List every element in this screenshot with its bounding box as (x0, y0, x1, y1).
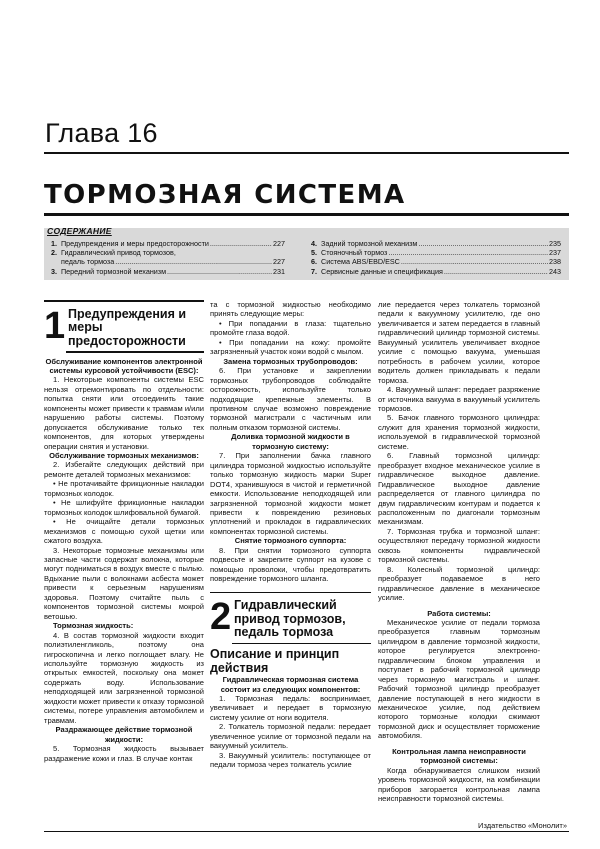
table-of-contents (44, 228, 569, 280)
bullet-item: • Не очищайте детали тормозных механизмов с помощью сухой щетки или сжатого воздуха. (44, 517, 204, 546)
paragraph: 2. Толкатель тормозной педали: передает увеличенное усилие от тормозной педали на вакуумный усилитель. (210, 722, 371, 751)
text-column-1 (44, 300, 204, 763)
page-title: ТОРМОЗНАЯ СИСТЕМА (44, 180, 406, 210)
chapter-heading: Глава 16 (45, 118, 158, 148)
paragraph: 5. Бачок главного тормозного цилиндра: служит для хранения тормозной жидкости, используемой в гидравлической тормозной системе. (378, 413, 540, 451)
bullet-item: • При попадании на кожу: промойте загрязненный участок кожи водой с мылом. (210, 337, 371, 357)
subheading: Работа системы: (427, 608, 491, 618)
paragraph: 6. При установке и закреплении тормозных трубопроводов соблюдайте осторожность, используйте только подходящие крепежные элементы. В противном случае возможно повреждение тормозной магистрали с частичным или полным отказом тормозной системы. (210, 366, 371, 432)
toc-entry[interactable]: 2. Гидравлический привод тормозов, (51, 248, 176, 258)
paragraph: Когда обнаруживается слишком низкий уровень тормозной жидкости, на комбинации приборов загорается контрольная лампа неисправности тормозной системы. (378, 765, 540, 804)
paragraph: 7. Тормозная трубка и тормозной шланг: осуществляют передачу тормозной жидкости сквозь компоненты гидравлической тормозной системы. (378, 526, 540, 565)
paragraph: 4. Вакуумный шланг: передает разряжение от источника вакуума в вакуумный усилитель тормозов. (378, 385, 540, 413)
subheading: Контрольная лампа неисправности тормозной системы: (392, 746, 526, 766)
subheading: Обслуживание компонентов электронной системы курсовой устойчивости (ESC): (45, 356, 203, 375)
bullet-item: • При попадании в глаза: тщательно промойте глаза водой. (210, 318, 371, 338)
title-rule (44, 213, 569, 216)
toc-entry[interactable]: 5. Стояночный тормоз ..... 237 (311, 248, 561, 257)
subheading: Гидравлическая тормозная система состоит из следующих компонентов: (220, 675, 361, 694)
toc-right-column (311, 239, 561, 276)
footer-rule (44, 831, 569, 832)
paragraph: 3. Вакуумный усилитель: поступающее от педали тормоза через толкатель усилие (210, 750, 371, 770)
subheading: Замена тормозных трубопроводов: (223, 356, 358, 366)
paragraph: 3. Некоторые тормозные механизмы или запасные части содержат волокна, которые могут подниматься в воздух вместе с пылью. Вдыхание пыли с волокнами асбеста может привести к серьезным нарушениям здоровья. Поэтому считайте пыль с компонентов тормозной системы мокрой ветошью. (44, 545, 204, 621)
paragraph: 2. Избегайте следующих действий при ремонте деталей тормозных механизмов: (44, 460, 204, 479)
toc-label: СОДЕРЖАНИЕ (47, 226, 112, 236)
subheading: Снятие тормозного суппорта: (234, 536, 347, 546)
paragraph: 8. Колесный тормозной цилиндр: преобразует подаваемое в него гидравлическое давление в механическое усилие. (378, 564, 540, 603)
section-title: Предупреждения и меры предосторожности (68, 306, 187, 348)
toc-entry[interactable]: 1. Предупреждения и меры предосторожности ..... 227 (51, 239, 285, 248)
paragraph: 1. Некоторые компоненты системы ESC нельзя отремонтировать по отдельности: попытка сняти или отсоединить такие компоненты может привести к травмам и/или нарушению работы системы. Поэтому допускается обслуживание только тех компонентов, для которых утверждены операции снятия и установки. (44, 375, 204, 451)
subsection-title: Описание и принцип действия (210, 647, 340, 675)
section-2-header (210, 596, 371, 644)
toc-entry[interactable]: 3. Передний тормозной механизм ..... 231 (51, 267, 285, 276)
toc-entry[interactable]: 7. Сервисные данные и спецификация ..... 243 (311, 267, 561, 276)
paragraph: 1. Тормозная педаль: воспринимает, увеличивает и передает в тормозную систему усилие от ноги водителя. (210, 694, 371, 722)
paragraph: 4. В состав тормозной жидкости входит полиэтиленгликоль, поэтому она гигроскопична и легко поглощает влагу. Не используйте тормозную жидкость из открытых емкостей, поскольку она может содержать воду. Использование неподходящей или загрязненной тормозной жидкости может привести к отказу тормозной системы, потере управления автомобилем и травмам. (44, 630, 204, 725)
paragraph: 6. Главный тормозной цилиндр: преобразует входное механическое усилие в гидравлическое выходное давление. Гидравлическое выходное давление распределяется от главного цилиндра по двум гидравлическим контурам и подается к расположенным по диагонали тормозным механизмам. (378, 451, 540, 527)
toc-entry[interactable]: педаль тормоза ..... 227 (51, 257, 285, 266)
bullet-item: • Не протачивайте фрикционные накладки тормозных колодок. (44, 479, 204, 498)
section-title: Гидравлический привод тормозов, педаль тормоза (234, 598, 346, 640)
paragraph: Механическое усилие от педали тормоза преобразуется главным тормозным цилиндром в давление тормозной жидкости, которое регулируется электронно-гидравлическим блоком управления и поступает в рабочий тормозной цилиндр через тормозную магистраль и шланг. Рабочий тормозной цилиндр преобразует давление поступающей в него жидкости в механическое усилие, под действием которого тормозные колодки сжимают тормозной диск и осуществляет торможение автомобиля. (378, 617, 540, 741)
subheading: Доливка тормозной жидкости в тормозную систему: (231, 432, 350, 451)
toc-entry[interactable]: 6. Система ABS/EBD/ESC ..... 238 (311, 257, 561, 266)
paragraph: та с тормозной жидкостью необходимо принять следующие меры: (210, 300, 371, 319)
section-number: 1 (44, 304, 66, 347)
paragraph: лие передается через толкатель тормозной педали к вакуумному усилителю, где оно увеличивается и затем передается в главный гидравлический цилиндр тормозной системы. Вакуумный усилитель увеличивает входное усилие с помощью вакуума, уменьшая потребность в рабочем усилии, которое водитель должен прикладывать к педали тормоза. (378, 300, 540, 385)
text-column-3 (378, 300, 540, 804)
section-rule (66, 351, 204, 353)
paragraph: 8. При снятии тормозного суппорта подвесьте и закрепите суппорт на кузове с помощью проволоки, чтобы предотвратить повреждение тормозного шланга. (210, 545, 371, 584)
toc-entry[interactable]: 4. Задний тормозной механизм ..... 235 (311, 239, 561, 248)
subheading: Раздражающее действие тормозной жидкости: (55, 725, 193, 744)
chapter-rule (44, 152, 569, 154)
subheading: Тормозная жидкость: (53, 621, 134, 631)
section-1-header (44, 305, 204, 353)
bullet-item: • Не шлифуйте фрикционные накладки тормозных колодок шлифовальной бумагой. (44, 498, 204, 517)
section-number: 2 (210, 596, 232, 639)
text-column-2 (210, 300, 371, 770)
paragraph: 5. Тормозная жидкость вызывает раздражение кожи и глаз. В случае контак (44, 744, 204, 763)
subheading: Обслуживание тормозных механизмов: (49, 451, 199, 461)
publisher-footer: Издательство «Монолит» (478, 821, 567, 830)
paragraph: 7. При заполнении бачка главного цилиндра тормозной жидкостью используйте только тормозную жидкость марки Super DOT4, хранившуюся в чистой и герметичной емкости. Использование неподходящей или загрязненной тормозной жидкости может привести к повреждению резиновых уплотнений и прокладок в гидравлических компонентах тормозной системы. (210, 451, 371, 536)
toc-left-column (51, 239, 285, 276)
column-top-rule (210, 592, 371, 594)
section-rule (232, 643, 371, 645)
column-top-rule (44, 300, 204, 302)
